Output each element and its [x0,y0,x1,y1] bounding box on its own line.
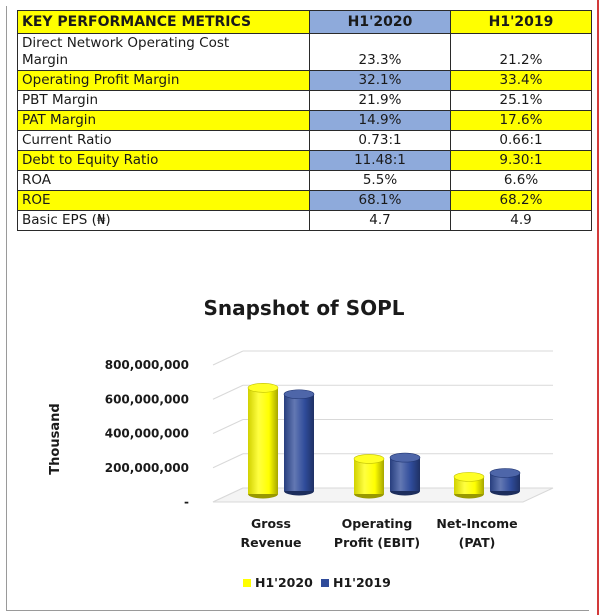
metric-value-h1-2020: 32.1% [310,71,451,91]
gridline-depth [213,420,243,434]
metric-label: ROA [18,171,310,191]
table-row [18,151,592,171]
metric-label: Current Ratio [18,131,310,151]
metric-value-h1-2020: 23.3% [310,34,451,71]
metric-value-h1-2020: 5.5% [310,171,451,191]
bar-top [248,383,278,392]
header-h1-2019: H1'2019 [451,11,592,34]
table-row [18,131,592,151]
table-row [18,34,592,71]
header-h1-2020: H1'2020 [310,11,451,34]
metric-label: Direct Network Operating Cost Margin [18,34,310,71]
key-performance-metrics-table [17,10,592,231]
table-row [18,171,592,191]
bar [248,388,278,494]
y-axis-label: Thousand [48,403,63,475]
y-tick-label: 200,000,000 [104,460,189,475]
x-category-label: (PAT) [458,535,496,550]
legend-label: H1'2020 [255,575,313,590]
x-category-label: Gross [251,516,291,531]
bar-top [390,453,420,462]
table-row [18,211,592,231]
y-tick-label: 800,000,000 [104,358,189,372]
metric-label: Operating Profit Margin [18,71,310,91]
table-row [18,71,592,91]
y-tick-label: - [184,495,189,509]
metric-label: Debt to Equity Ratio [18,151,310,171]
metric-value-h1-2020: 14.9% [310,111,451,131]
gridline-depth [213,454,243,468]
sopl-chart [13,287,595,609]
bar [284,394,314,491]
legend-swatch [321,579,329,587]
bar-top [490,469,520,478]
x-category-label: Revenue [240,535,302,550]
report-panel [6,6,589,611]
y-tick-label: 600,000,000 [104,392,189,407]
metric-value-h1-2020: 11.48:1 [310,151,451,171]
metric-value-h1-2019: 68.2% [451,191,592,211]
metric-value-h1-2020: 0.73:1 [310,131,451,151]
legend-swatch [243,579,251,587]
table-row [18,191,592,211]
metric-value-h1-2020: 68.1% [310,191,451,211]
header-metric: KEY PERFORMANCE METRICS [18,11,310,34]
metric-value-h1-2019: 33.4% [451,71,592,91]
table-header-row [18,11,592,34]
metric-label: ROE [18,191,310,211]
bar-top [454,472,484,481]
metric-value-h1-2019: 6.6% [451,171,592,191]
bar [354,459,384,494]
metric-value-h1-2019: 21.2% [451,34,592,71]
gridline-depth [213,351,243,365]
metric-value-h1-2019: 0.66:1 [451,131,592,151]
bar-top [354,454,384,463]
bar-top [284,390,314,399]
table-row [18,91,592,111]
metric-label: PAT Margin [18,111,310,131]
x-category-label: Operating [341,516,413,531]
metric-label: PBT Margin [18,91,310,111]
metric-value-h1-2019: 9.30:1 [451,151,592,171]
x-category-label: Profit (EBIT) [333,535,421,550]
gridline-depth [213,385,243,399]
chart-title: Snapshot of SOPL [203,296,405,320]
bar [390,458,420,491]
metric-value-h1-2019: 4.9 [451,211,592,231]
metric-value-h1-2020: 21.9% [310,91,451,111]
table-row [18,111,592,131]
metric-label: Basic EPS (₦) [18,211,310,231]
y-tick-label: 400,000,000 [104,426,189,441]
page-right-rule [597,0,599,615]
legend-label: H1'2019 [333,575,391,590]
metric-value-h1-2019: 17.6% [451,111,592,131]
metric-value-h1-2020: 4.7 [310,211,451,231]
x-category-label: Net-Income [436,516,518,531]
metric-value-h1-2019: 25.1% [451,91,592,111]
